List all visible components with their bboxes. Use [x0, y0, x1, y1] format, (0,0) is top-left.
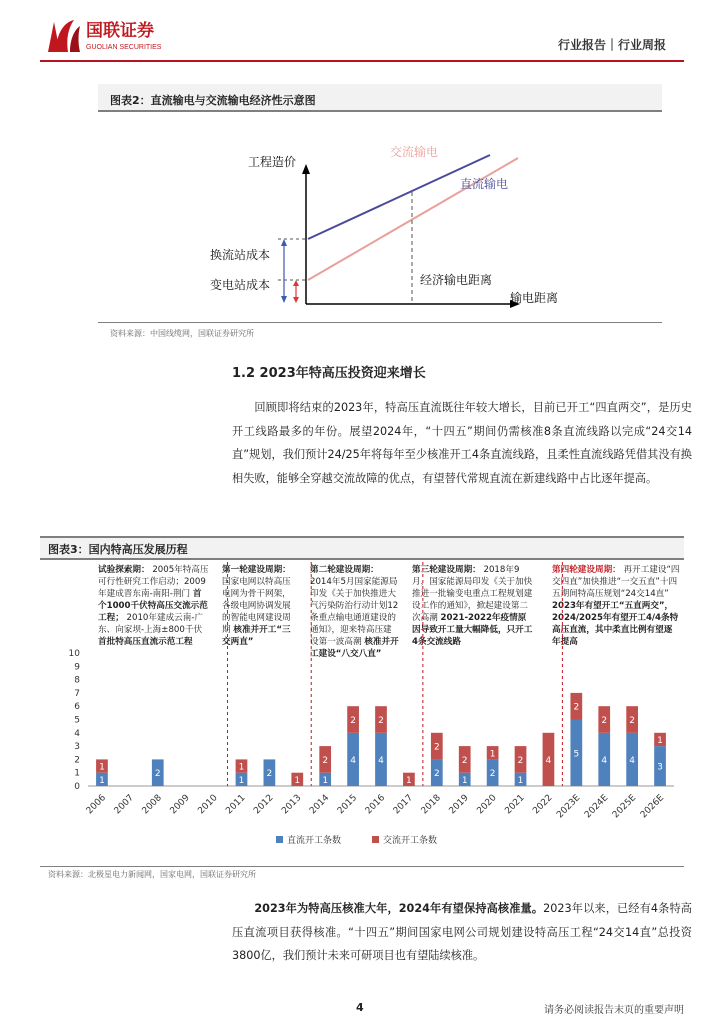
y-tick-label: 9 [74, 662, 80, 673]
bar-value-label: 2 [489, 769, 496, 780]
x-tick-label: 2019 [447, 793, 471, 817]
bar-value-label: 1 [238, 775, 245, 786]
logo-text-en: GUOLIAN SECURITIES [86, 44, 162, 51]
y-tick-label: 5 [74, 715, 80, 726]
figure2-bottom-rule [98, 322, 662, 323]
x-tick-label: 2021 [503, 793, 527, 817]
logo-text-cn: 国联证券 [86, 21, 154, 40]
x-tick-label: 2012 [252, 793, 276, 817]
bar-value-label: 2 [433, 769, 440, 780]
bar-value-label: 1 [99, 762, 105, 773]
y-tick-label: 8 [74, 675, 80, 686]
bar-value-label: 1 [238, 762, 245, 773]
fig2-y-label: 工程造价 [248, 155, 297, 169]
substation-arrow-down-icon [293, 297, 299, 303]
bar-value-label: 2 [322, 755, 329, 766]
bar-value-label: 2 [573, 702, 580, 713]
paragraph-2 [232, 897, 692, 968]
y-tick-label: 0 [74, 782, 80, 792]
paragraph-2-text: 2023年以来，已经有4条特高压直流项目获得核准。“十四五”期间国家电网公司规划建设特高压工程“24交14直”总投资3800亿，我们预计未来可研项目也有望陆续核准。 [232, 902, 692, 962]
bar-value-label: 5 [573, 749, 580, 760]
figure2-source: 资料来源：中国线缆网，国联证券研究所 [110, 329, 254, 338]
y-tick-label: 10 [68, 649, 80, 659]
y-tick-label: 3 [74, 742, 80, 753]
y-tick-label: 1 [74, 768, 80, 779]
x-tick-label: 2023E [555, 793, 583, 821]
annotation-head: 第三轮建设周期： [412, 565, 481, 575]
x-tick-label: 2015 [335, 793, 360, 817]
bar-value-label: 4 [545, 755, 552, 766]
converter-arrow-down-icon [281, 296, 287, 303]
figure3-chart [40, 562, 684, 864]
footer-disclaimer: 请务必阅读报告末页的重要声明 [544, 1005, 684, 1016]
x-tick-label: 2017 [391, 793, 416, 817]
legend-label: 交流开工条数 [383, 836, 438, 846]
bar-value-label: 2 [433, 742, 440, 753]
break-even-label: 经济输电距离 [420, 273, 493, 287]
annotation-body: 2005年特高压可行性研究工作启动；2009年建成晋东南-南阳-荆门 [98, 565, 209, 599]
x-tick-label: 2011 [224, 793, 248, 817]
bar-value-label: 1 [657, 735, 663, 746]
x-tick-label: 2022 [531, 793, 555, 817]
bar-value-label: 2 [517, 755, 524, 766]
x-tick-label: 2009 [168, 793, 192, 817]
bar-value-label: 1 [517, 775, 524, 786]
fig2-y-arrow-icon [302, 164, 310, 174]
bar-value-label: 2 [461, 755, 468, 766]
bar-value-label: 1 [322, 775, 329, 786]
annotation-emphasis: 2023年有望开工“五直两交”，2024/2025年有望开工4/4条特高压直流，其中柔直比例有望逐年提高 [552, 601, 679, 647]
y-tick-label: 4 [74, 728, 80, 739]
bar-value-label: 4 [378, 755, 384, 766]
annotation-head: 第一轮建设周期： [222, 565, 291, 575]
paragraph-2-lead: 2023年为特高压核准大年，2024年有望保持高核准量。 [254, 902, 544, 915]
annotation-tail: 2010年建成云南-广东、向家坝-上海±800千伏 [98, 613, 204, 635]
x-tick-label: 2010 [196, 793, 220, 817]
substation-arrow-up-icon [293, 280, 299, 286]
figure3-source: 资料来源：北极星电力新闻网，国家电网，国联证券研究所 [48, 870, 256, 879]
x-tick-label: 2014 [308, 793, 332, 817]
bar-value-label: 4 [350, 755, 356, 766]
x-tick-label: 2020 [475, 793, 499, 817]
figure2-title: 图表2：直流输电与交流输电经济性示意图 [110, 94, 316, 107]
x-tick-label: 2013 [280, 793, 304, 817]
report-type: 行业报告｜行业周报 [557, 38, 666, 52]
legend-swatch [372, 836, 379, 843]
annotation-body: 国家电网以特高压电网为骨干网架，各级电网协调发展的智能电网建设周期 [222, 577, 291, 635]
legend-swatch [276, 836, 283, 843]
x-tick-label: 2006 [84, 793, 109, 817]
ac-line-label: 交流输电 [390, 145, 439, 159]
annotation-head: 试验探索期： [98, 565, 150, 575]
paragraph-1: 回顾即将结束的2023年，特高压直流既往年较大增长，目前已开工“四直两交”，是历史开工线路最多的年份。展望2024年，“十四五”期间仍需核准8条直流线路以完成“24交14直”规划，我们预计24/25年将每年至少核准开工4条直流线路，且柔性直流线路凭借其没有换相失败，能够全穿越交流故障的优点，有望替代常规直流在新建线路中占比逐年提高。 [232, 401, 692, 485]
figure2-diagram [98, 114, 662, 322]
x-tick-label: 2016 [363, 793, 388, 817]
bar-value-label: 2 [629, 716, 636, 726]
annotation-body: 2018年9月，国家能源局印发《关于加快推进一批输变电重点工程规划建设工作的通知》，掀起建设第二次高潮 [412, 565, 533, 623]
figure3-title: 图表3：国内特高压发展历程 [48, 543, 188, 556]
x-tick-label: 2007 [112, 793, 136, 817]
x-tick-label: 2025E [610, 793, 639, 821]
bar-value-label: 4 [601, 755, 608, 766]
header-divider [40, 60, 684, 62]
bar-value-label: 1 [406, 775, 412, 786]
bar-value-label: 1 [99, 775, 105, 786]
bar-value-label: 2 [378, 716, 384, 726]
dc-line-label: 直流输电 [460, 177, 509, 191]
fig2-x-label: 输电距离 [510, 291, 559, 305]
figure3-bottom-rule [40, 866, 684, 867]
annotation-body: 再开工建设“四交四直”加快推进“一交五直”十四五期间特高压规划“24交14直” [552, 565, 680, 599]
legend-label: 直流开工条数 [287, 836, 342, 846]
x-tick-label: 2026E [638, 793, 667, 821]
x-tick-label: 2018 [419, 793, 443, 817]
converter-cost-label: 换流站成本 [210, 248, 271, 262]
bar-value-label: 1 [461, 775, 468, 786]
annotation-emphasis: 核准并开工建设“八交八直” [310, 637, 399, 659]
bar-value-label: 2 [350, 716, 356, 726]
annotation-head: 第四轮建设周期： [552, 565, 621, 575]
y-tick-label: 6 [74, 702, 80, 713]
y-tick-label: 2 [74, 755, 80, 766]
bar-value-label: 2 [154, 769, 161, 780]
section-heading: 1.2 2023年特高压投资迎来增长 [232, 366, 426, 381]
substation-cost-label: 变电站成本 [210, 278, 271, 292]
bar-value-label: 2 [601, 716, 608, 726]
bar-value-label: 2 [266, 769, 273, 780]
bar-value-label: 1 [489, 749, 496, 760]
annotation-body: 2014年5月国家能源局印发《关于加快推进大气污染防治行动计划12条重点输电通道建设的通知》，迎来特高压建设第一波高潮 [310, 577, 399, 647]
page-number: 4 [356, 1001, 364, 1014]
bar-value-label: 3 [657, 762, 663, 773]
y-tick-label: 7 [74, 688, 80, 699]
annotation-emphasis: 2021-2022年疫情原因导致开工量大幅降低，只开工4条交流线路 [412, 613, 533, 647]
logo-mark-icon [40, 12, 200, 56]
annotation-emphasis: 首个1000千伏特高压交流示范工程； [98, 589, 208, 623]
annotation-head: 第二轮建设周期： [310, 565, 379, 575]
x-tick-label: 2008 [140, 793, 164, 817]
company-logo [40, 12, 200, 56]
annotation-emphasis-2: 首批特高压直流示范工程 [98, 637, 193, 647]
x-tick-label: 2024E [583, 793, 611, 821]
annotation-emphasis: 核准并开工“三交两直” [222, 625, 291, 647]
converter-arrow-up-icon [281, 239, 287, 246]
bar-value-label: 1 [294, 775, 301, 786]
bar-value-label: 4 [629, 755, 636, 766]
